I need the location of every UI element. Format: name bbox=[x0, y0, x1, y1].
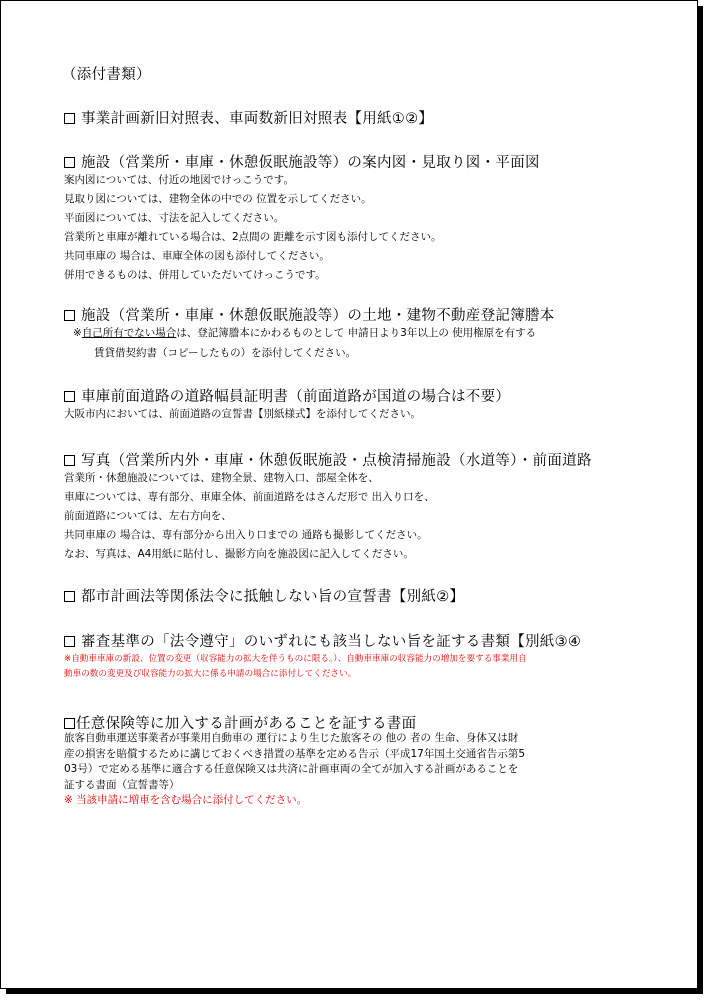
section-2-heading bbox=[64, 154, 540, 172]
body-line: 産の損害を賠償するために講じておくべき措置の基準を定める告示（平成17年国土交通省告示第5 bbox=[64, 747, 526, 760]
section-8-body bbox=[64, 731, 525, 809]
section-7-red-note bbox=[64, 652, 527, 682]
checkbox-empty-icon bbox=[64, 455, 75, 466]
checkbox-empty-icon bbox=[64, 157, 75, 168]
body-line: 営業所と車庫が離れている場合は、2点間の 距離を示す図も添付してください。 bbox=[64, 231, 442, 243]
note-rest: は、登記簿謄本にかわるものとして 申請日より3年以上の 使用権原を有する bbox=[176, 327, 537, 339]
section-heading-text: 写真（営業所内外・車庫・休憩仮眠施設・点検清掃施設（水道等）・前面道路 bbox=[81, 453, 592, 469]
page-shadow-bottom bbox=[6, 989, 703, 994]
section-5-heading bbox=[64, 452, 592, 470]
checkbox-empty-icon bbox=[64, 113, 75, 124]
section-2-body bbox=[64, 171, 442, 285]
body-line: 03号）で定める基準に適合する任意保険又は共済に計画車両の全てが加入する計画があることを bbox=[64, 763, 519, 775]
note-prefix: ※ bbox=[73, 327, 82, 339]
checkbox-empty-icon bbox=[64, 391, 75, 402]
section-3-note-line2: 賃貸借契約書（コピーしたもの）を添付してください。 bbox=[94, 347, 357, 359]
red-note-line: ※ 当該申請に増車を含む場合に添付してください。 bbox=[64, 794, 308, 806]
body-line: 共同車庫の 場合は、車庫全体の図も添付してください。 bbox=[64, 250, 330, 262]
red-note-line: 動車の数の変更及び収容能力の拡大に係る申請の場合に添付してください。 bbox=[64, 669, 357, 679]
page-shadow-right bbox=[698, 6, 703, 994]
body-line: 旅客自動車運送事業者が事業用自動車の 運行により生じた旅客その 他の 者の 生命、身体又は財 bbox=[64, 732, 519, 744]
section-heading-text: 任意保険等に加入する計画があることを証する書面 bbox=[76, 716, 417, 732]
section-3-note bbox=[73, 324, 536, 343]
section-6-heading bbox=[64, 588, 464, 606]
body-line: 営業所・休憩施設については、建物全景、建物入口、部屋全体を、 bbox=[64, 472, 379, 484]
body-line: 見取り図については、建物全体の中での 位置を示してください。 bbox=[64, 193, 372, 205]
section-7-heading bbox=[64, 633, 581, 651]
body-line: 案内図については、付近の地図でけっこうです。 bbox=[64, 174, 294, 186]
checkbox-empty-icon bbox=[64, 591, 75, 602]
red-note-line: ※自動車車庫の新設、位置の変更（収容能力の拡大を伴うものに限る。）、自動車車庫の収容能力の増加を要する事業用自 bbox=[64, 654, 527, 664]
note-underlined: 自己所有でない場合 bbox=[81, 327, 177, 339]
body-line: 共同車庫の 場合は、専有部分から出入り口までの 通路も撮影してください。 bbox=[64, 529, 428, 541]
body-line: 併用できるものは、併用していただいてけっこうです。 bbox=[64, 269, 326, 281]
section-3-heading bbox=[64, 307, 555, 325]
checkbox-empty-icon bbox=[64, 310, 75, 321]
section-4-heading bbox=[64, 388, 510, 406]
section-heading-text: 審査基準の「法令遵守」のいずれにも該当しない旨を証する書類【別紙③④ bbox=[81, 634, 582, 650]
checkbox-empty-icon bbox=[64, 718, 75, 729]
body-line: 証する書面（宣誓書等） bbox=[64, 778, 180, 791]
section-heading-text: 都市計画法等関係法令に抵触しない旨の宣誓書【別紙②】 bbox=[81, 589, 465, 605]
section-5-body bbox=[64, 469, 435, 564]
section-heading-text: 事業計画新旧対照表、車両数新旧対照表【用紙①②】 bbox=[81, 111, 434, 127]
section-heading-text: 施設（営業所・車庫・休憩仮眠施設等）の案内図・見取り図・平面図 bbox=[81, 155, 540, 171]
body-line: 平面図については、寸法を記入してください。 bbox=[64, 212, 285, 224]
document-title: （添付書類） bbox=[62, 67, 151, 83]
checkbox-empty-icon bbox=[64, 636, 75, 647]
body-line: 前面道路については、左右方向を、 bbox=[64, 510, 232, 522]
section-heading-text: 施設（営業所・車庫・休憩仮眠施設等）の土地・建物不動産登記簿謄本 bbox=[81, 308, 555, 324]
body-line: なお、写真は、A4用紙に貼付し、撮影方向を施設図に記入してください。 bbox=[64, 548, 414, 560]
body-line: 大阪市内においては、前面道路の宣誓書【別紙様式】を添付してください。 bbox=[64, 408, 421, 420]
section-4-body bbox=[64, 405, 421, 424]
body-line: 車庫については、専有部分、車庫全体、前面道路をはさんだ形で 出入り口を、 bbox=[64, 491, 435, 503]
section-1-heading bbox=[64, 110, 433, 128]
section-heading-text: 車庫前面道路の道路幅員証明書（前面道路が国道の場合は不要） bbox=[81, 389, 511, 405]
